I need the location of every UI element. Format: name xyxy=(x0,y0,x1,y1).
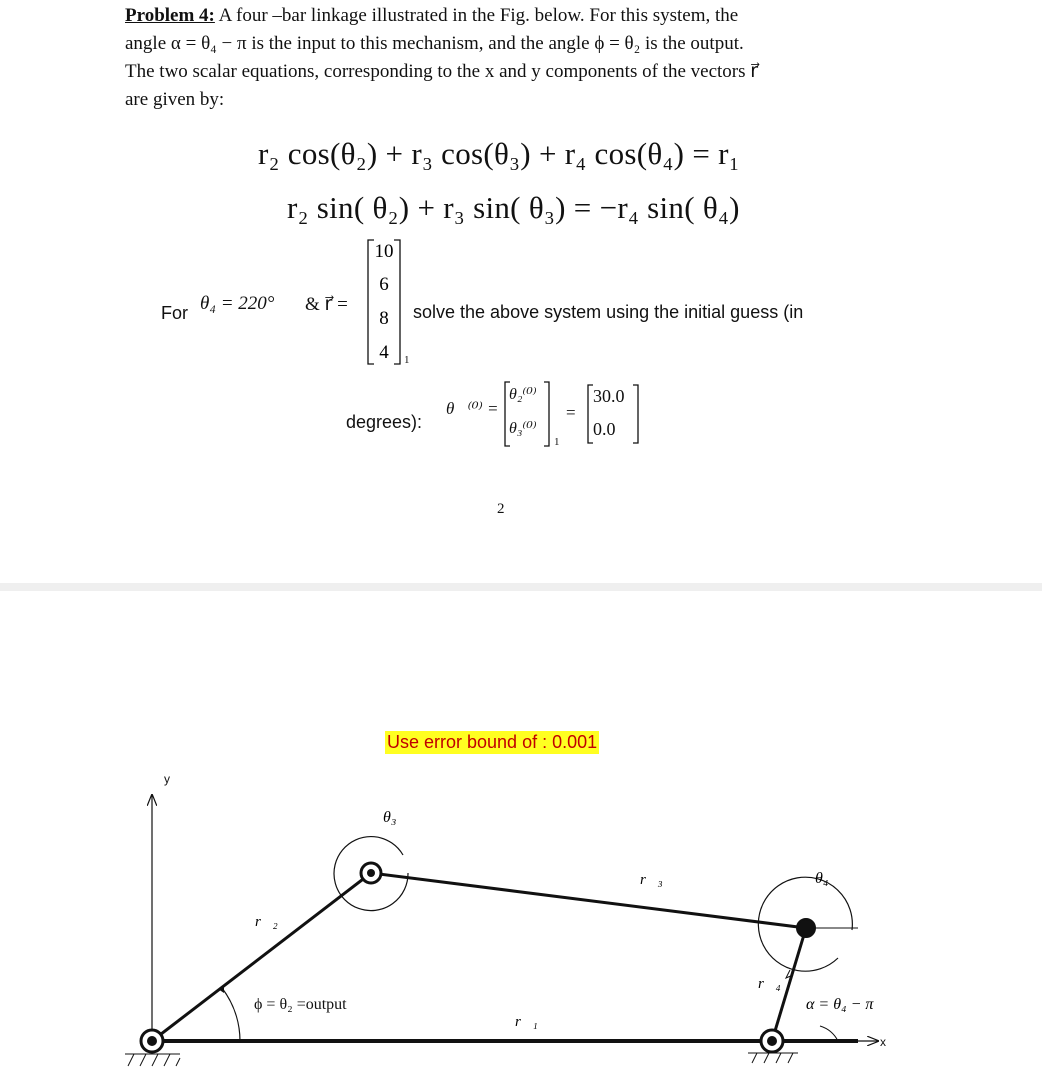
theta3-label: θ₃ xyxy=(383,809,397,826)
linkage-drawing xyxy=(0,760,1042,1079)
alpha-arc xyxy=(820,1026,838,1041)
problem-line-2: angle α = θ₄ − π is the input to this mechanism, and the angle ϕ = θ₂ is the output. xyxy=(125,33,744,54)
r3-value: 8 xyxy=(379,308,389,329)
for-label: For xyxy=(161,303,188,323)
initial-guess-label: θ⃗⁽⁰⁾ = xyxy=(446,399,499,418)
phi-output-label: ϕ = θ₂ =output xyxy=(254,996,347,1013)
theta3-guess-value: 0.0 xyxy=(593,419,616,439)
r4-value: 4 xyxy=(379,342,389,363)
alpha-label: α = θ₄ − π xyxy=(806,996,874,1013)
ground-hatch-left xyxy=(125,1054,180,1066)
r3-link xyxy=(371,873,806,928)
theta4-label: θ₄ xyxy=(815,870,829,887)
r1-value: 10 xyxy=(374,241,394,262)
r-vector-sub: 1 xyxy=(404,354,410,366)
r2-link xyxy=(152,873,371,1041)
page-number: 2 xyxy=(497,501,505,517)
r2-label: r⃗₂ xyxy=(255,914,278,930)
equals-sign: = xyxy=(566,403,576,422)
problem-label: Problem 4: xyxy=(125,5,215,26)
r-vector-label: & r⃗ = xyxy=(305,294,348,315)
problem-statement xyxy=(125,2,885,114)
theta2-guess-symbol: θ₂⁽⁰⁾ xyxy=(509,386,537,403)
degrees-text: degrees): xyxy=(346,412,423,432)
error-bound-note: Use error bound of : 0.001 xyxy=(387,732,598,752)
r3-label: r⃗₃ xyxy=(640,872,663,888)
guess-value-matrix xyxy=(586,383,640,445)
theta2-guess-value: 30.0 xyxy=(593,386,625,406)
phi-arc xyxy=(222,988,240,1041)
guess-symbol-matrix xyxy=(503,380,551,448)
equation-y: r₂ sin( θ₂) + r₃ sin( θ₃) = −r₄ sin( θ₄) xyxy=(287,190,740,225)
theta3-guess-symbol: θ₃⁽⁰⁾ xyxy=(509,420,537,437)
y-axis-label: y xyxy=(164,772,170,786)
guess-sub: 1 xyxy=(554,436,560,448)
r4-label: r⃗₄ xyxy=(758,976,781,992)
ground-hatch-right xyxy=(748,1053,798,1063)
four-bar-linkage-figure xyxy=(0,760,1042,1079)
x-axis-label: x xyxy=(880,1035,886,1049)
r2-value: 6 xyxy=(379,274,389,295)
problem-line-4: are given by: xyxy=(125,89,225,110)
problem-line-1: A four –bar linkage illustrated in the Fig. below. For this system, the xyxy=(214,5,739,26)
equation-x: r₂ cos(θ₂) + r₃ cos(θ₃) + r₄ cos(θ₄) = r₁ xyxy=(258,136,740,171)
problem-line-3: The two scalar equations, corresponding to the x and y components of the vectors r⃗ xyxy=(125,61,759,82)
r-vector-matrix xyxy=(366,238,402,366)
page-divider xyxy=(0,583,1042,591)
joint-3-4 xyxy=(797,919,815,937)
solve-text: solve the above system using the initial guess (in xyxy=(413,302,804,322)
theta4-value: θ₄ = 220° xyxy=(200,293,275,314)
r1-label: r⃗₁ xyxy=(515,1014,538,1030)
